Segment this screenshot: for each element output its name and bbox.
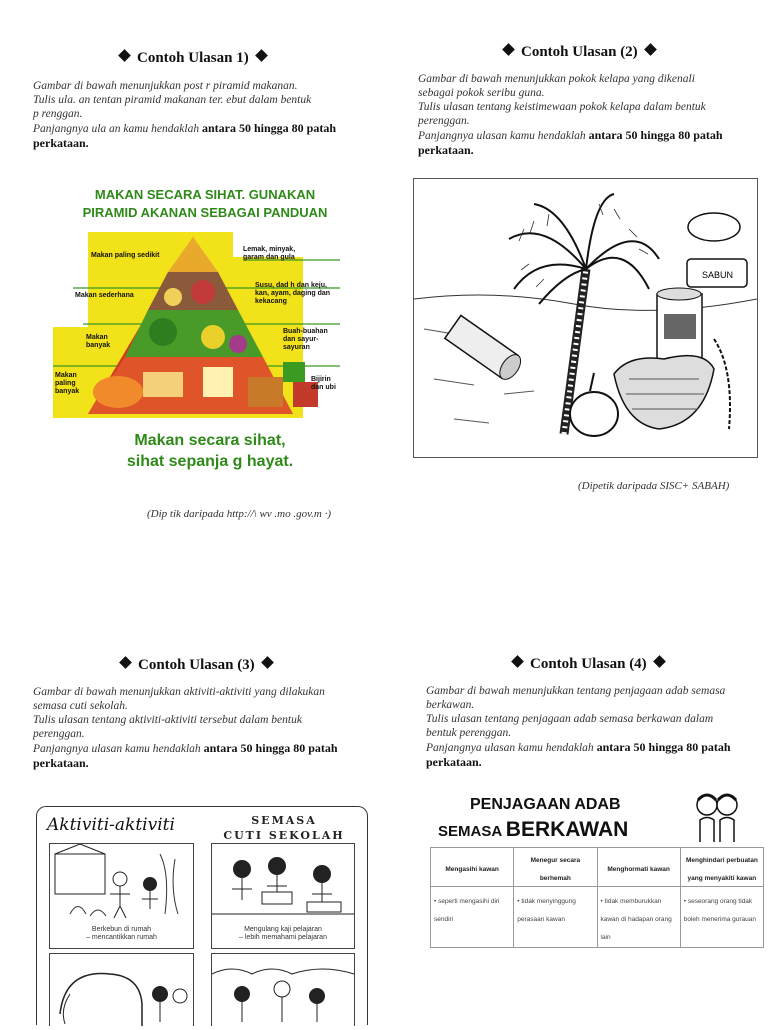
poster-berkawan: BERKAWAN — [505, 818, 629, 841]
adab-cell — [597, 887, 680, 948]
adab-col-head — [431, 848, 514, 887]
ulasan2-source: (Dipetik daripada SISC+ SABAH) — [578, 480, 730, 492]
ulasan1-instructions — [33, 79, 373, 151]
label-buah-sayur: Buah-buahan dan sayur-sayuran — [283, 328, 328, 351]
pyramid-heading-line2: PIRAMID AKANAN SEBAGAI PANDUAN — [82, 205, 328, 220]
ulasan2-word-limit: antara 50 hingga 80 patah — [588, 128, 723, 142]
adab-col-head — [597, 848, 680, 887]
ulasan3-line4: perenggan. — [33, 728, 85, 740]
ulasan3-title — [113, 657, 280, 674]
ulasan3-line5: Panjangnya ulasan kamu hendaklah — [33, 743, 204, 755]
coconut-tree-illustration — [413, 178, 758, 458]
slogan-line1: Makan secara sihat, — [134, 432, 286, 449]
ulasan4-line1: Gambar di bawah menunjukkan tentang penjagaan adab semasa — [426, 685, 726, 697]
ulasan2-line2: sebagai pokok seribu guna. — [418, 87, 545, 99]
studying-scene-image — [212, 844, 354, 924]
poster-title-semasa: SEMASA — [251, 814, 317, 827]
ulasan4-line5: Panjangnya ulasan kamu hendaklah — [426, 742, 597, 754]
ulasan3-instructions — [33, 685, 378, 771]
pyramid-slogan — [60, 430, 360, 472]
label-makan-banyak: Makan banyak — [86, 334, 111, 349]
adab-cell — [431, 887, 514, 948]
poster-title-cuti-sekolah — [209, 813, 359, 843]
ulasan4-line3: Tulis ulasan tentang penjagaan adab semasa berkawan dalam — [426, 713, 714, 725]
adab-head-1: Mengasihi kawan — [445, 866, 499, 873]
adab-body-4: • seseorang orang tidak boleh menerima gurauan — [683, 898, 757, 923]
ulasan2-line4: perenggan. — [418, 115, 470, 127]
label-lemak-minyak: Lemak, minyak, garam dan gula — [243, 246, 296, 261]
ulasan1-perkataan: perkataan. — [33, 136, 89, 150]
food-pyramid-poster — [53, 232, 340, 418]
ulasan4-instructions — [426, 684, 764, 770]
ulasan2-line3: Tulis ulasan tentang keistimewaan pokok kelapa dalam bentuk — [418, 101, 706, 113]
elephant-scene-image — [50, 954, 193, 1026]
adab-head-3: Menghormati kawan — [607, 866, 670, 873]
panel-mengulang-kaji — [211, 843, 355, 949]
ulasan1-title — [112, 50, 274, 67]
poster-semasa: SEMASA — [438, 823, 506, 840]
label-makan-paling-sedikit: Makan paling sedikit — [91, 252, 160, 259]
adab-body-2: • tidak menyinggung perasaan kawan — [517, 898, 576, 923]
adab-cell — [680, 887, 763, 948]
diamond-bullet-icon — [255, 49, 268, 62]
panel-outing — [211, 953, 355, 1026]
slogan-line2: sihat sepanja g hayat. — [126, 453, 294, 470]
ulasan1-word-limit: antara 50 hingga 80 patah — [201, 121, 336, 135]
ulasan3-perkataan: perkataan. — [33, 756, 89, 770]
ulasan4-title — [505, 656, 672, 673]
diamond-bullet-icon — [119, 656, 132, 669]
diamond-bullet-icon — [261, 656, 274, 669]
ulasan4-line4: bentuk perenggan. — [426, 727, 512, 739]
label-bijirin-ubi: Bijirin dan ubi — [311, 376, 336, 391]
ulasan1-line1: Gambar di bawah menunjukkan post r piramid makanan. — [33, 80, 298, 92]
ulasan1-line3: p renggan. — [33, 108, 83, 120]
ulasan4-line2: berkawan. — [426, 699, 475, 711]
gardening-scene-image — [50, 844, 193, 924]
ulasan1-source: (Dip tik daripada http://\ wv .mo .gov.m ·) — [147, 508, 332, 520]
ulasan3-line2: semasa cuti sekolah. — [33, 700, 128, 712]
adab-body-3: • tidak memburukkan kawan di hadapan orang lain — [600, 898, 672, 941]
ulasan3-title-text: Contoh Ulasan (3) — [138, 657, 255, 673]
ulasan3-word-limit: antara 50 hingga 80 patah — [203, 741, 338, 755]
friends-icon — [692, 792, 742, 844]
ulasan3-line1: Gambar di bawah menunjukkan aktiviti-aktiviti yang dilakukan — [33, 686, 325, 698]
diamond-bullet-icon — [511, 655, 524, 668]
ulasan2-title — [496, 44, 663, 61]
ulasan2-perkataan: perkataan. — [418, 143, 474, 157]
adab-table-header-row — [431, 848, 764, 887]
ulasan1-title-text: Contoh Ulasan 1) — [137, 50, 249, 66]
poster-title-cuti: CUTI SEKOLAH — [223, 829, 345, 842]
ulasan1-line4: Panjangnya ula an kamu hendaklah — [33, 123, 202, 135]
adab-table — [430, 847, 764, 948]
adab-col-head — [680, 848, 763, 887]
diamond-bullet-icon — [502, 43, 515, 56]
ulasan2-line1: Gambar di bawah menunjukkan pokok kelapa yang dikenali — [418, 73, 695, 85]
adab-body-1: • seperti mengasihi diri sendiri — [434, 898, 500, 923]
ulasan4-word-limit: antara 50 hingga 80 patah — [596, 740, 731, 754]
diamond-bullet-icon — [644, 43, 657, 56]
panel-berkebun — [49, 843, 194, 949]
panel-zoo — [49, 953, 194, 1026]
poster-semasa-berkawan — [438, 818, 628, 842]
adab-table-body-row — [431, 887, 764, 948]
adab-head-2: Menegur secara berhemah — [530, 857, 581, 882]
poster-penjagaan-adab: PENJAGAAN ADAB — [470, 796, 621, 813]
outing-scene-image — [212, 954, 354, 1026]
caption-berkebun — [50, 926, 193, 942]
ulasan1-line2: Tulis ula. an tentan piramid makanan ter. ebut dalam bentuk — [33, 94, 312, 106]
caption-berkebun-line2: – mencantikkan rumah — [86, 934, 157, 941]
coconut-tree-drawing — [414, 179, 757, 457]
label-makan-sederhana: Makan sederhana — [75, 292, 134, 299]
poster-title-aktiviti: Aktiviti-aktiviti — [47, 815, 175, 835]
ulasan2-instructions — [418, 72, 763, 158]
adab-col-head — [514, 848, 597, 887]
caption-mengulang-kaji-line2: – lebih memahami pelajaran — [239, 934, 327, 941]
diamond-bullet-icon — [653, 655, 666, 668]
diamond-bullet-icon — [118, 49, 131, 62]
label-susu-dadih: Susu, dad h dan keju, kan, ayam, daging dan kekacang — [255, 282, 331, 305]
adab-berkawan-poster — [430, 792, 766, 941]
label-makan-paling-banyak: Makan paling banyak — [55, 372, 80, 395]
caption-mengulang-kaji — [212, 926, 354, 942]
ulasan4-perkataan: perkataan. — [426, 755, 482, 769]
ulasan3-line3: Tulis ulasan tentang aktiviti-aktiviti tersebut dalam bentuk — [33, 714, 302, 726]
ulasan2-title-text: Contoh Ulasan (2) — [521, 44, 638, 60]
pyramid-poster-heading — [40, 186, 370, 222]
adab-head-4: Menghindari perbuatan yang menyakiti kawan — [685, 857, 758, 882]
soap-label: SABUN — [702, 270, 734, 280]
caption-berkebun-line1: Berkebun di rumah — [91, 926, 152, 933]
caption-mengulang-kaji-line1: Mengulang kaji pelajaran — [244, 926, 322, 933]
pyramid-heading-line1: MAKAN SECARA SIHAT. GUNAKAN — [94, 187, 316, 202]
adab-cell — [514, 887, 597, 948]
ulasan4-title-text: Contoh Ulasan (4) — [530, 656, 647, 672]
holiday-activities-poster — [36, 806, 368, 1025]
ulasan2-line5: Panjangnya ulasan kamu hendaklah — [418, 130, 589, 142]
